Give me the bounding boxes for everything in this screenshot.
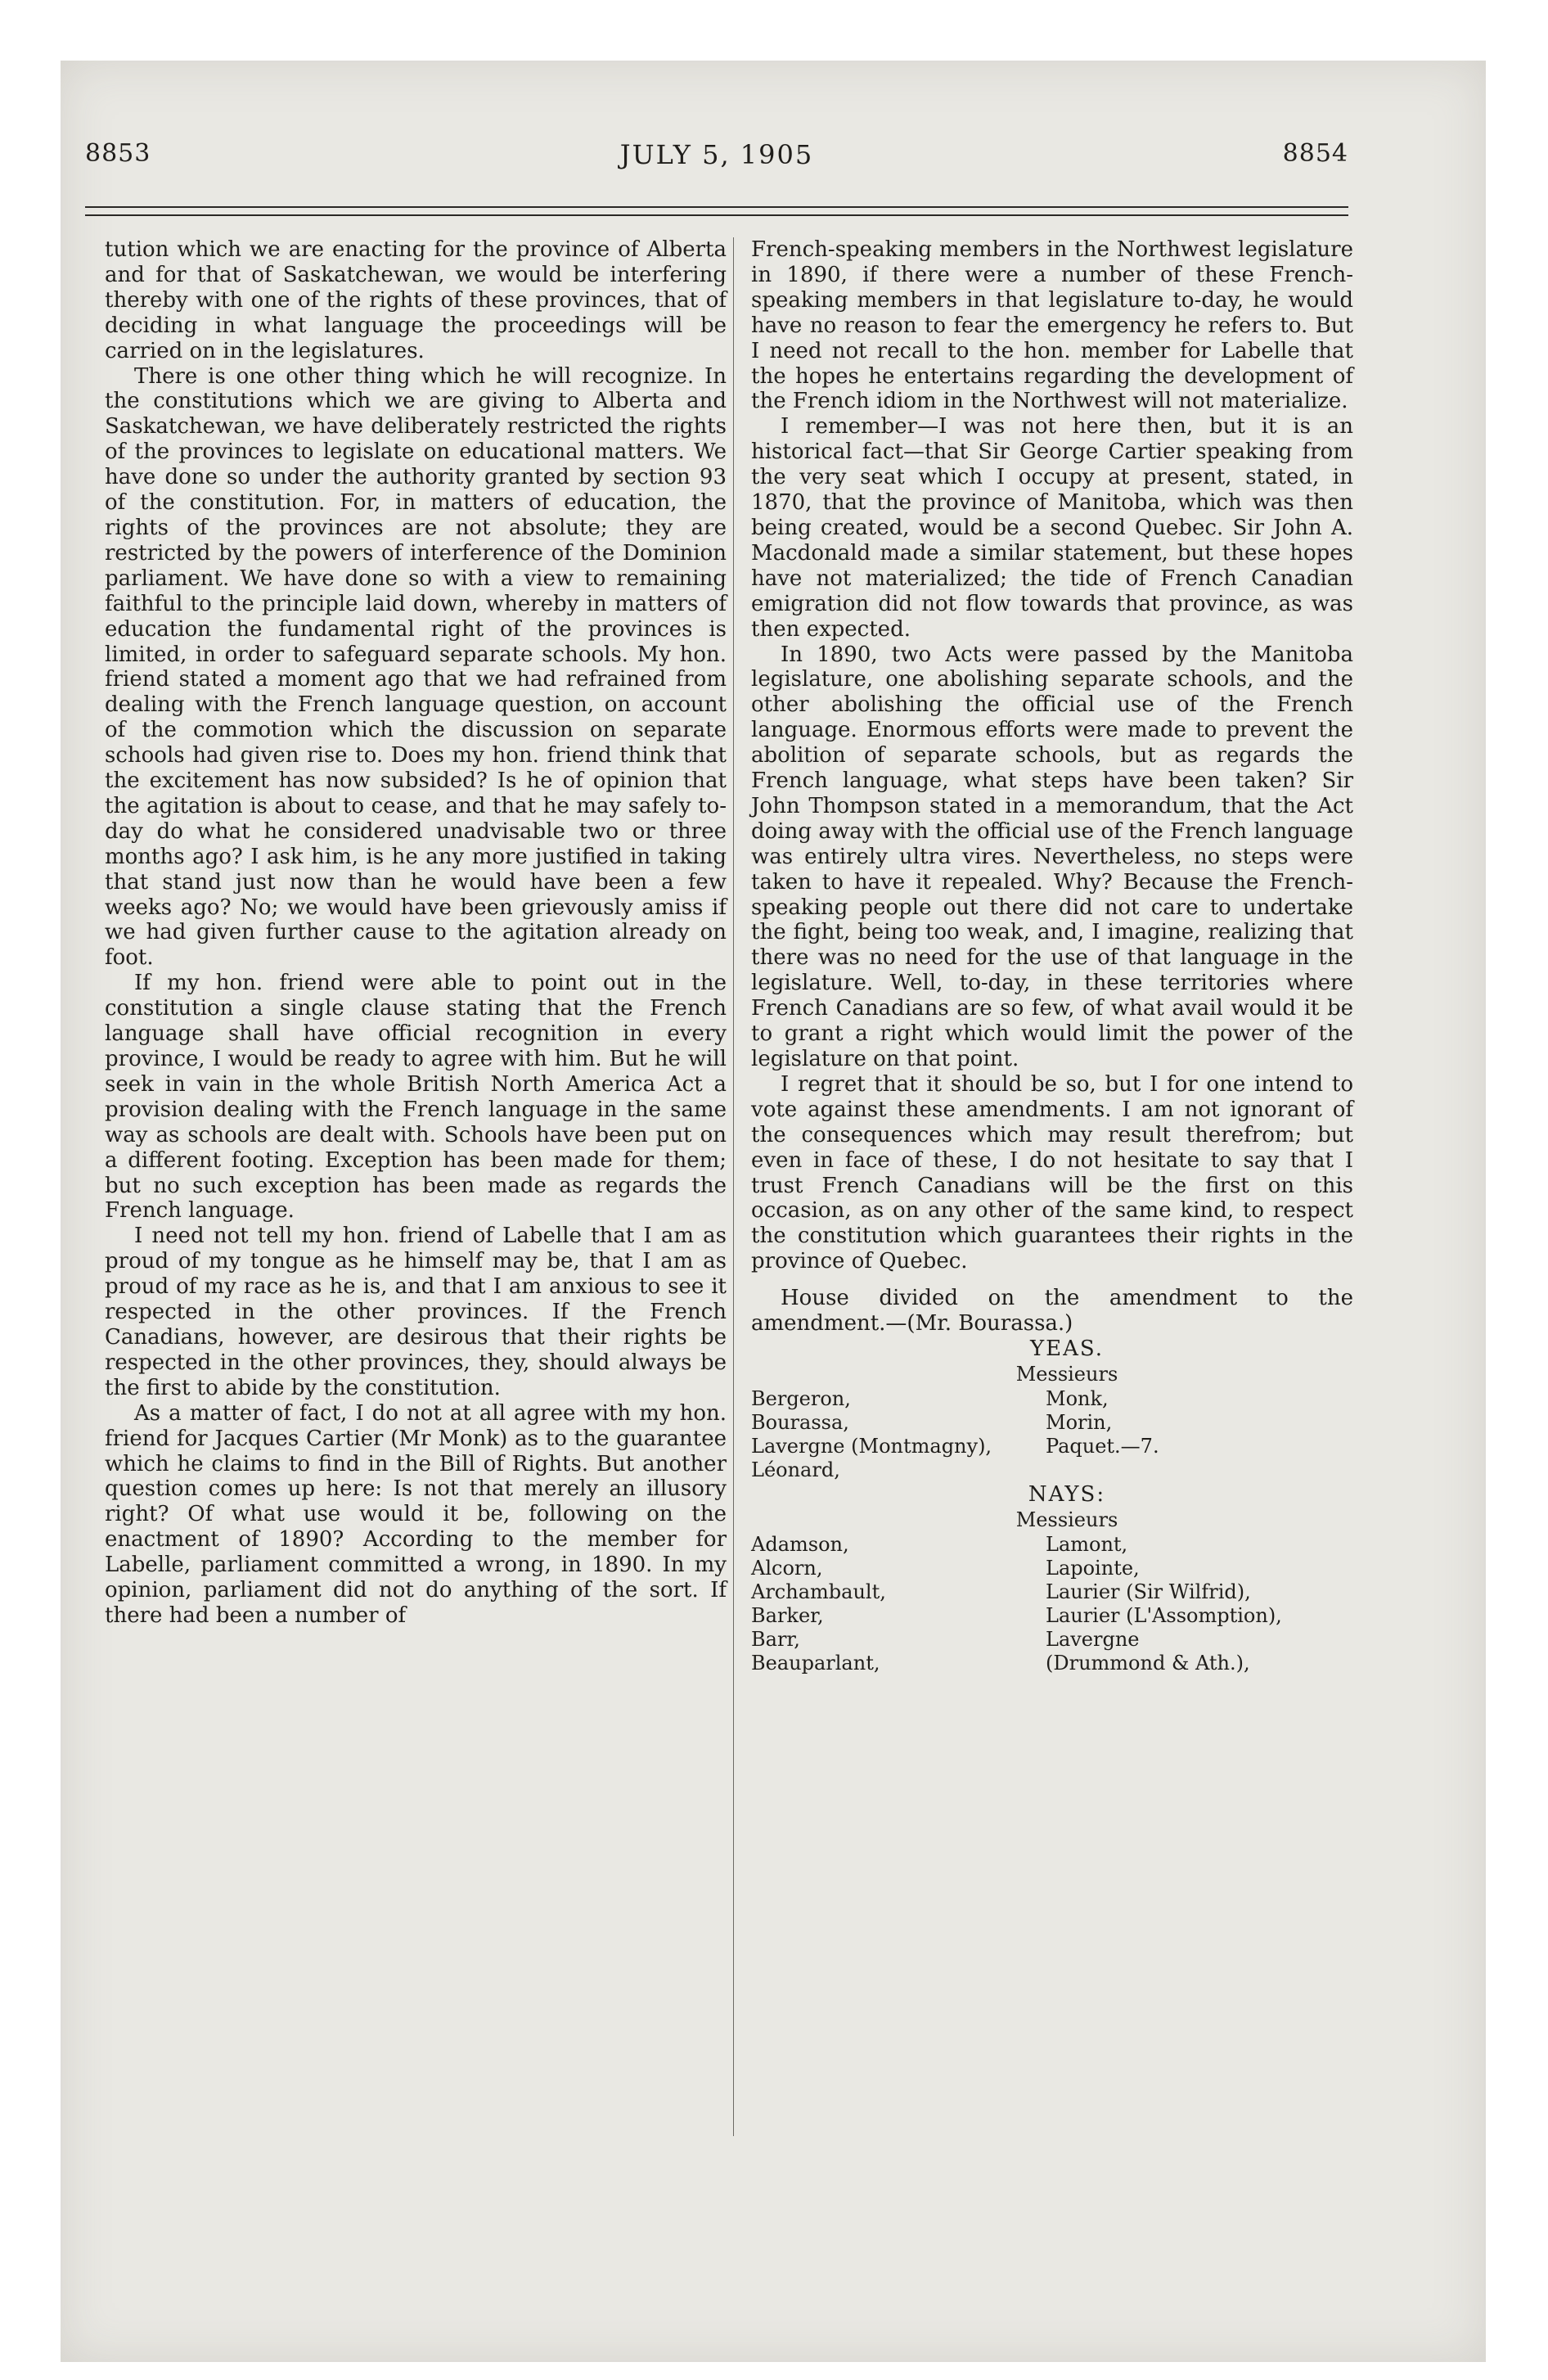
nays-list (751, 1533, 1353, 1675)
paragraph: tution which we are enacting for the province of Alberta and for that of Saskatchewan, we would be interfering thereby with one of the rights of these provinces, that of deciding in what language the proceedings will be carried on in the legislatures. (105, 237, 727, 363)
member-name: Archambault, (751, 1580, 886, 1603)
page-number-left: 8853 (85, 139, 151, 168)
yeas-list (751, 1387, 1353, 1482)
member-name: Barr, (751, 1627, 800, 1651)
header-rule (85, 206, 1348, 208)
header-date: JULY 5, 1905 (619, 139, 814, 170)
member-name: Bergeron, (751, 1386, 851, 1410)
member-name: Bourassa, (751, 1410, 849, 1434)
member-name: Beauparlant, (751, 1651, 880, 1675)
yeas-heading: YEAS. (1029, 1336, 1105, 1361)
member-name: Monk, (1046, 1386, 1109, 1410)
member-name: Laurier (Sir Wilfrid), (1046, 1580, 1251, 1603)
left-column (105, 237, 727, 1629)
member-name: Lamont, (1046, 1532, 1128, 1556)
member-name: Lavergne (Montmagny), (751, 1434, 992, 1458)
paragraph: I need not tell my hon. friend of Labelle that I am as proud of my tongue as he himself may be, that I am as proud of my race as he is, and that I am anxious to see it respected in the other provinces. If the French Canadians, however, are desirous that their rights be respected in the other provinces, they, should always be the first to abide by the constitution. (105, 1224, 727, 1400)
paragraph: There is one other thing which he will recognize. In the constitutions which we are giving to Alberta and Saskatchewan, we have deliberately restricted the rights of the provinces to legislate on educational matters. We have done so under the authority granted by section 93 of the constitution. For, in matters of education, the rights of the provinces are not absolute; they are restricted by the powers of interference of the Dominion parliament. We have done so with a view to remaining faithful to the principle laid down, whereby in matters of education the fundamental right of the provinces is limited, in order to safeguard separate schools. My hon. friend stated a moment ago that we had refrained from dealing with the French language question, on account of the commotion which the discussion on separate schools had given rise to. Does my hon. friend think that the excitement has now subsided? Is he of opinion that the agitation is about to cease, and that he may safely to-day do what he considered unadvisable two or three months ago? I ask him, is he any more justified in taking that stand just now than he would have been a few weeks ago? No; we would have been grievously amiss if we had given further cause to the agitation already on foot. (105, 363, 727, 971)
member-name: Lavergne (1046, 1627, 1140, 1651)
member-name: Paquet.—7. (1046, 1434, 1159, 1458)
column-divider (733, 237, 734, 2136)
nays-heading: NAYS: (1028, 1481, 1106, 1507)
member-name: Barker, (751, 1603, 824, 1627)
member-name: Morin, (1046, 1410, 1113, 1434)
member-name: (Drummond & Ath.), (1046, 1651, 1250, 1675)
paragraph: I regret that it should be so, but I for one intend to vote against these amendments. I am not ignorant of the consequences which may result therefrom; but even in face of these, I do not hesitate to say that I trust French Canadians will be the first on this occasion, as on any other of the same kind, to respect the constitution which guarantees their rights in the province of Quebec. (751, 1071, 1353, 1274)
paragraph: As a matter of fact, I do not at all agree with my hon. friend for Jacques Cartier (Mr Monk) as to the guarantee which he claims to find in the Bill of Rights. But another question comes up here: Is not that merely an illusory right? Of what use would it be, following on the enactment of 1890? According to the member for Labelle, parliament committed a wrong, in 1890. In my opinion, parliament did not do anything of the sort. If there had been a number of (105, 1400, 727, 1628)
paragraph: If my hon. friend were able to point out in the constitution a single clause stating that the French language shall have official recognition in every province, I would be ready to agree with him. But he will seek in vain in the whole British North America Act a provision dealing with the French language in the same way as schools are dealt with. Schools have been put on a different footing. Exception has been made for them; but no such exception has been made as regards the French language. (105, 971, 727, 1224)
nays-messieurs: Messieurs (1015, 1508, 1118, 1531)
member-name: Léonard, (751, 1458, 840, 1481)
paragraph: I remember—I was not here then, but it is an historical fact—that Sir George Cartier speaking from the very seat which I occupy at present, stated, in 1870, that the province of Manitoba, which was then being created, would be a second Quebec. Sir John A. Macdonald made a similar statement, but these hopes have not materialized; the tide of French Canadian emigration did not flow towards that province, as was then expected. (751, 414, 1353, 642)
paragraph: French-speaking members in the Northwest legislature in 1890, if there were a number of these French-speaking members in that legislature to-day, he would have no reason to fear the emergency he refers to. But I need not recall to the hon. member for Labelle that the hopes he entertains regarding the development of the French idiom in the Northwest will not materialize. (751, 237, 1353, 414)
member-name: Laurier (L'Assomption), (1046, 1603, 1282, 1627)
member-name: Adamson, (751, 1532, 849, 1556)
page-header (85, 139, 1348, 188)
division-statement: House divided on the amendment to the amendment.—(Mr. Bourassa.) (751, 1286, 1353, 1336)
right-column (751, 237, 1353, 1675)
member-name: Lapointe, (1046, 1556, 1140, 1580)
member-name (1046, 1458, 1353, 1482)
header-rule-double (85, 214, 1348, 216)
paragraph: In 1890, two Acts were passed by the Manitoba legislature, one abolishing separate schools, and the other abolishing the official use of the French language. Enormous efforts were made to prevent the abolition of separate schools, but as regards the French language, what steps have been taken? Sir John Thompson stated in a memorandum, that the Act doing away with the official use of the French language was entirely ultra vires. Nevertheless, no steps were taken to have it repealed. Why? Because the French-speaking people out there did not care to undertake the fight, being too weak, and, I imagine, realizing that there was no need for the use of that language in the legislature. Well, to-day, in these territories where French Canadians are so few, of what avail would it be to grant a right which would limit the power of the legislature on that point. (751, 642, 1353, 1071)
page-number-right: 8854 (1282, 139, 1348, 168)
member-name: Alcorn, (751, 1556, 823, 1580)
yeas-messieurs: Messieurs (1015, 1362, 1118, 1386)
